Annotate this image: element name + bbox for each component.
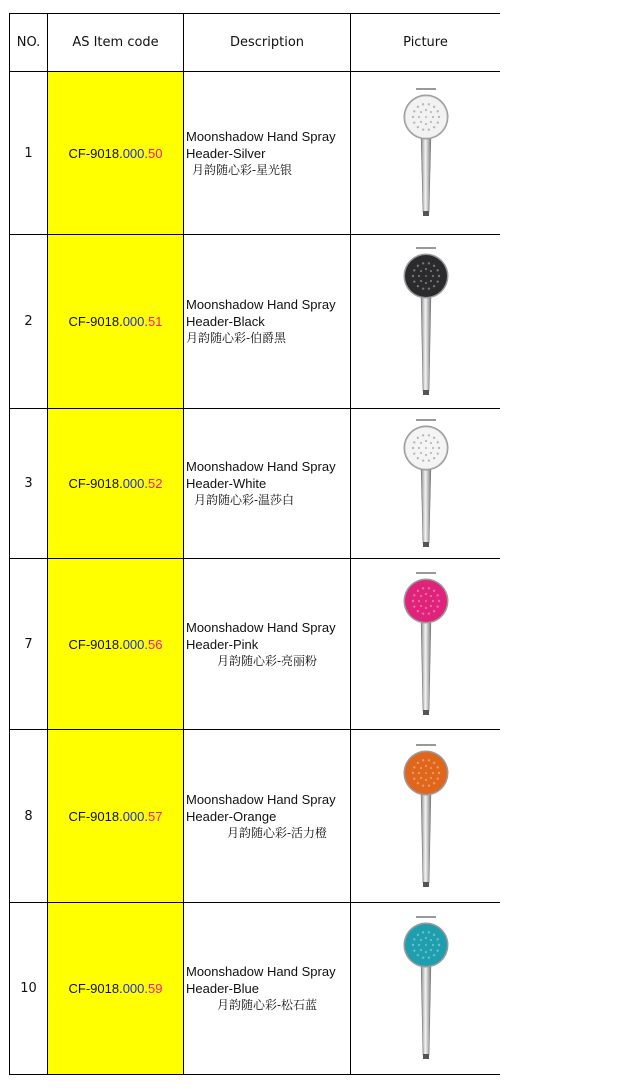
header-item-code: AS Item code (48, 14, 184, 72)
hand-shower-icon (401, 572, 451, 717)
hand-shower-icon (401, 744, 451, 889)
item-code: CF-9018.000.52 (48, 409, 184, 559)
table-row (10, 409, 501, 559)
picture-cell (351, 72, 501, 235)
item-code: CF-9018.000.50 (48, 72, 184, 235)
hand-shower-icon (401, 916, 451, 1061)
row-number: 2 (10, 235, 48, 409)
description: Moonshadow Hand Spray Header-White 月韵随心彩-温莎白 (184, 409, 351, 559)
row-number: 1 (10, 72, 48, 235)
picture-cell (351, 903, 501, 1075)
header-no: NO. (10, 14, 48, 72)
item-code: CF-9018.000.57 (48, 730, 184, 903)
row-number: 10 (10, 903, 48, 1075)
row-number: 8 (10, 730, 48, 903)
table-row (10, 903, 501, 1075)
item-code: CF-9018.000.51 (48, 235, 184, 409)
table-row (10, 559, 501, 730)
header-row (10, 14, 501, 72)
row-number: 3 (10, 409, 48, 559)
hand-shower-icon (401, 419, 451, 549)
picture-cell (351, 730, 501, 903)
description: Moonshadow Hand Spray Header-Pink 月韵随心彩-亮丽粉 (184, 559, 351, 730)
table-row (10, 730, 501, 903)
description: Moonshadow Hand Spray Header-Black 月韵随心彩-伯爵黑 (184, 235, 351, 409)
table-row (10, 235, 501, 409)
product-table (9, 13, 500, 1075)
description: Moonshadow Hand Spray Header-Silver 月韵随心彩-星光银 (184, 72, 351, 235)
table-row (10, 72, 501, 235)
picture-cell (351, 559, 501, 730)
hand-shower-icon (401, 247, 451, 397)
picture-cell (351, 409, 501, 559)
row-number: 7 (10, 559, 48, 730)
description: Moonshadow Hand Spray Header-Orange 月韵随心彩-活力橙 (184, 730, 351, 903)
header-description: Description (184, 14, 351, 72)
description: Moonshadow Hand Spray Header-Blue 月韵随心彩-松石蓝 (184, 903, 351, 1075)
item-code: CF-9018.000.59 (48, 903, 184, 1075)
item-code: CF-9018.000.56 (48, 559, 184, 730)
hand-shower-icon (401, 88, 451, 218)
header-picture: Picture (351, 14, 501, 72)
picture-cell (351, 235, 501, 409)
